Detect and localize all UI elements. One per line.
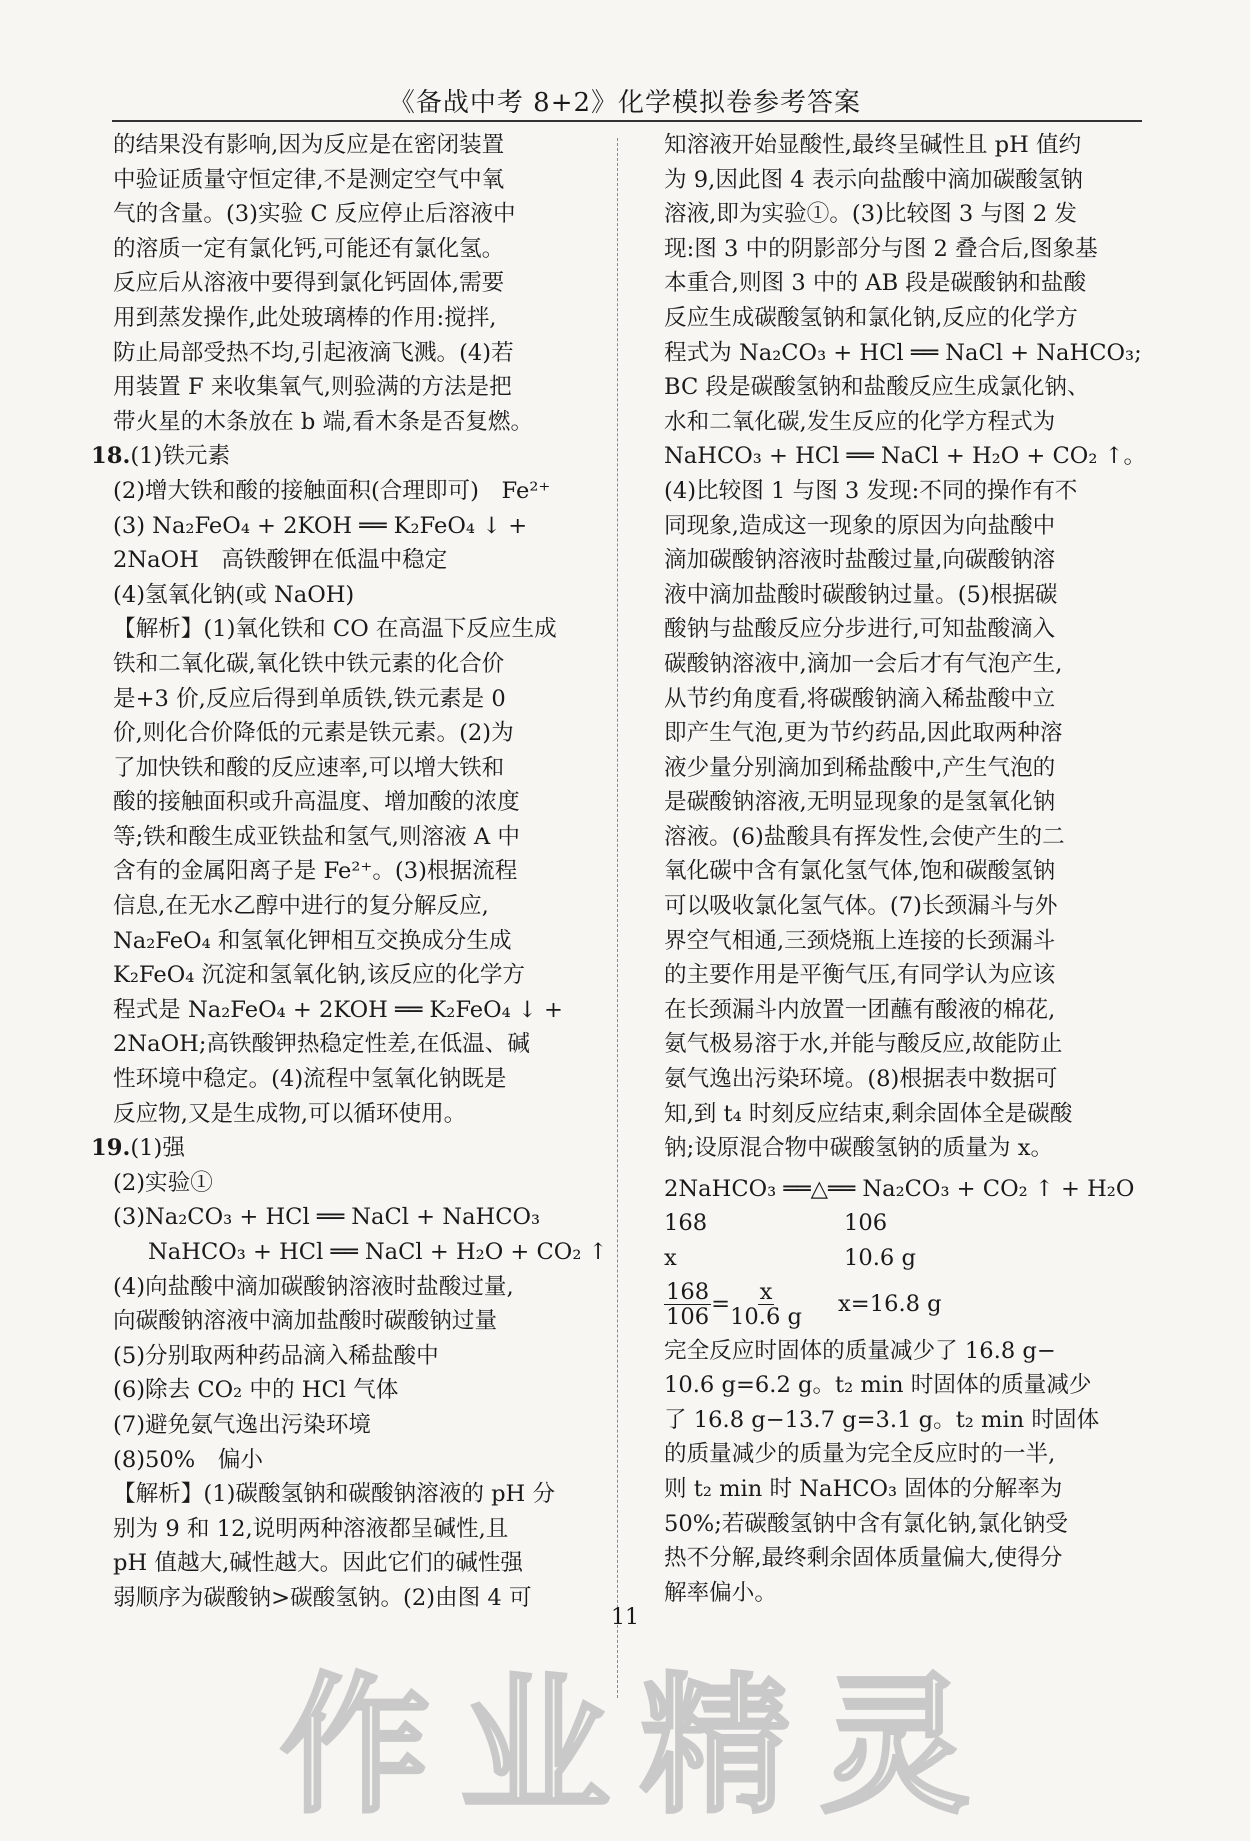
calc-right: 10.6 g	[844, 1245, 916, 1271]
line-text: 含有的金属阳离子是 Fe²⁺。(3)根据流程	[113, 858, 518, 885]
line-text: 程式是 Na₂FeO₄ + 2KOH ══ K₂FeO₄ ↓ +	[113, 996, 563, 1023]
tail-line: 解率偏小。	[664, 1579, 777, 1606]
fraction-right-numerator: x	[759, 1279, 773, 1306]
page-number: 11	[611, 1605, 639, 1630]
right-line: 钠;设原混合物中碳酸氢钠的质量为 x。	[664, 1135, 1054, 1162]
line-text: 弱顺序为碳酸钠>碳酸氢钠。(2)由图 4 可	[113, 1584, 532, 1611]
left-line	[113, 1166, 593, 1201]
fraction-left	[664, 1280, 711, 1329]
line-text: 2NaOH 高铁酸钾在低温中稳定	[113, 547, 448, 574]
line-text: 别为 9 和 12,说明两种溶液都呈碱性,且	[113, 1515, 509, 1542]
proportion-equation	[664, 1276, 1134, 1334]
left-column	[91, 128, 608, 1616]
line-text: 中验证质量守恒定律,不是测定空气中氧	[113, 166, 505, 193]
decomposition-equation: 2NaHCO₃ ══△══ Na₂CO₃ + CO₂ ↑ + H₂O	[664, 1175, 1135, 1202]
left-line	[113, 1546, 593, 1581]
line-text: (3)Na₂CO₃ + HCl ══ NaCl + NaHCO₃	[113, 1204, 541, 1231]
right-line: 氨气逸出污染环境。(8)根据表中数据可	[664, 1066, 1058, 1093]
tail-line: 则 t₂ min 时 NaHCO₃ 固体的分解率为	[664, 1475, 1063, 1502]
right-line: 知,到 t₄ 时刻反应结束,剩余固体全是碳酸	[664, 1100, 1073, 1127]
left-line	[113, 647, 593, 682]
tail-line: 50%;若碳酸氢钠中含有氯化钠,氯化钠受	[664, 1510, 1068, 1537]
line-text: (5)分别取两种药品滴入稀盐酸中	[113, 1342, 439, 1369]
line-text: NaHCO₃ + HCl ══ NaCl + H₂O + CO₂ ↑	[148, 1239, 608, 1265]
fraction-right-denominator: 10.6 g	[730, 1304, 803, 1331]
watermark-bottom: 作业精灵	[280, 1660, 1001, 1834]
line-text: 用到蒸发操作,此处玻璃棒的作用:搅拌,	[113, 304, 497, 331]
line-text: 向碳酸钠溶液中滴加盐酸时碳酸钠过量	[113, 1308, 498, 1335]
left-line	[113, 889, 593, 924]
left-line	[113, 1408, 593, 1443]
page-header: 《备战中考 8+2》化学模拟卷参考答案	[388, 88, 862, 118]
left-line	[113, 405, 593, 440]
calc-left: 168	[664, 1210, 708, 1237]
right-line: 氧化碳中含有氯化氢气体,饱和碳酸氢钠	[664, 858, 1056, 885]
line-text: 等;铁和酸生成亚铁盐和氢气,则溶液 A 中	[113, 823, 520, 850]
left-line	[113, 578, 593, 613]
right-line: 即产生气泡,更为节约药品,因此取两种溶	[664, 720, 1063, 747]
left-line	[113, 958, 593, 993]
line-text: Na₂FeO₄ 和氢氧化钾相互交换成分生成	[113, 927, 512, 954]
right-line: 滴加碳酸钠溶液时盐酸过量,向碳酸钠溶	[664, 547, 1056, 574]
right-line: 为 9,因此图 4 表示向盐酸中滴加碳酸氢钠	[664, 166, 1083, 193]
line-text: (4)氢氧化钠(或 NaOH)	[113, 581, 355, 608]
fraction-right	[730, 1280, 802, 1329]
right-line: 的主要作用是平衡气压,有同学认为应该	[664, 962, 1056, 989]
right-line: 现:图 3 中的阴影部分与图 2 叠合后,图象基	[664, 235, 1098, 262]
right-line: 液少量分别滴加到稀盐酸中,产生气泡的	[664, 754, 1056, 781]
right-line: 在长颈漏斗内放置一团蘸有酸液的棉花,	[664, 996, 1056, 1023]
fraction-left-denominator: 106	[666, 1304, 710, 1331]
column-divider	[617, 138, 618, 1698]
left-line	[113, 612, 593, 647]
left-line	[113, 128, 593, 163]
line-text: 反应物,又是生成物,可以循环使用。	[113, 1100, 467, 1127]
right-line: 溶液。(6)盐酸具有挥发性,会使产生的二	[664, 823, 1065, 850]
calc-row	[664, 1206, 1134, 1241]
equals-sign: =	[711, 1291, 731, 1318]
right-line: 知溶液开始显酸性,最终呈碱性且 pH 值约	[664, 132, 1082, 158]
left-line	[113, 370, 593, 405]
calc-row	[664, 1241, 1134, 1276]
tail-line: 的质量减少的质量为完全反应时的一半,	[664, 1441, 1056, 1468]
left-line	[113, 1200, 593, 1235]
line-text: (2)实验①	[113, 1169, 213, 1196]
calc-left: x	[664, 1245, 677, 1271]
right-column	[664, 128, 1147, 1610]
line-text: 气的含量。(3)实验 C 反应停止后溶液中	[113, 201, 516, 228]
left-line	[113, 1270, 593, 1305]
right-line: 液中滴加盐酸时碳酸钠过量。(5)根据碳	[664, 581, 1058, 608]
left-line	[113, 163, 593, 198]
left-line	[113, 785, 593, 820]
right-line: 从节约角度看,将碳酸钠滴入稀盐酸中立	[664, 685, 1056, 712]
left-line	[113, 924, 593, 959]
line-text: 酸的接触面积或升高温度、增加酸的浓度	[113, 789, 520, 816]
line-text: (1)铁元素	[130, 443, 231, 470]
line-text: 【解析】(1)碳酸氢钠和碳酸钠溶液的 pH 分	[113, 1481, 556, 1508]
right-line: 碳酸钠溶液中,滴加一会后才有气泡产生,	[664, 650, 1063, 677]
left-line	[113, 716, 593, 751]
left-line	[113, 1304, 593, 1339]
left-line	[113, 1477, 593, 1512]
tail-line: 了 16.8 g−13.7 g=3.1 g。t₂ min 时固体	[664, 1406, 1100, 1433]
header-divider	[112, 120, 1142, 122]
left-line	[113, 682, 593, 717]
line-text: 反应后从溶液中要得到氯化钙固体,需要	[113, 270, 505, 297]
line-text: 了加快铁和酸的反应速率,可以增大铁和	[113, 754, 505, 781]
line-text: pH 值越大,碱性越大。因此它们的碱性强	[113, 1550, 524, 1577]
left-line	[113, 232, 593, 267]
right-line: 是碳酸钠溶液,无明显现象的是氢氧化钠	[664, 789, 1056, 816]
left-line	[113, 336, 593, 371]
tail-line: 热不分解,最终剩余固体质量偏大,使得分	[664, 1545, 1063, 1572]
line-text: 2NaOH;高铁酸钾热稳定性差,在低温、碱	[113, 1031, 530, 1058]
line-text: 带火星的木条放在 b 端,看木条是否复燃。	[113, 408, 534, 435]
left-line	[113, 993, 593, 1028]
left-line	[113, 1027, 593, 1062]
line-text: K₂FeO₄ 沉淀和氢氧化钠,该反应的化学方	[113, 962, 526, 989]
left-line	[113, 301, 593, 336]
right-line: 程式为 Na₂CO₃ + HCl ══ NaCl + NaHCO₃;	[664, 339, 1142, 366]
right-line: 水和二氧化碳,发生反应的化学方程式为	[664, 408, 1056, 435]
left-line	[113, 509, 593, 544]
left-line	[113, 1235, 608, 1270]
right-line: NaHCO₃ + HCl ══ NaCl + H₂O + CO₂ ↑。	[664, 443, 1147, 470]
line-text: 的溶质一定有氯化钙,可能还有氯化氢。	[113, 235, 505, 262]
left-line	[113, 1339, 593, 1374]
line-text: (3) Na₂FeO₄ + 2KOH ══ K₂FeO₄ ↓ +	[113, 512, 528, 539]
question-number: 18.	[91, 443, 131, 470]
left-line	[113, 1062, 593, 1097]
left-line	[91, 1131, 593, 1166]
line-text: 价,则化合价降低的元素是铁元素。(2)为	[113, 720, 514, 747]
left-line	[113, 197, 593, 232]
left-line	[113, 820, 593, 855]
line-text: (2)增大铁和酸的接触面积(合理即可) Fe²⁺	[113, 477, 551, 504]
right-line: 界空气相通,三颈烧瓶上连接的长颈漏斗	[664, 927, 1056, 954]
right-line: 反应生成碳酸氢钠和氯化钠,反应的化学方	[664, 304, 1078, 331]
line-text: 用装置 F 来收集氧气,则验满的方法是把	[113, 374, 512, 401]
question-number: 19.	[91, 1135, 131, 1162]
left-line	[113, 751, 593, 786]
right-line: 可以吸收氯化氢气体。(7)长颈漏斗与外	[664, 893, 1058, 920]
right-line: (4)比较图 1 与图 3 发现:不同的操作有不	[664, 477, 1078, 504]
left-line	[113, 1097, 593, 1132]
line-text: 信息,在无水乙醇中进行的复分解反应,	[113, 893, 489, 920]
left-line	[113, 1443, 593, 1478]
line-text: (1)强	[130, 1135, 185, 1162]
line-text: 铁和二氧化碳,氧化铁中铁元素的化合价	[113, 650, 505, 677]
left-line	[113, 266, 593, 301]
line-text: (8)50% 偏小	[113, 1446, 264, 1473]
left-line	[113, 1512, 593, 1547]
left-line	[91, 439, 593, 474]
right-line: BC 段是碳酸氢钠和盐酸反应生成氯化钠、	[664, 374, 1090, 401]
tail-line: 完全反应时固体的质量减少了 16.8 g−	[664, 1337, 1056, 1364]
right-line: 酸钠与盐酸反应分步进行,可知盐酸滴入	[664, 616, 1056, 643]
calc-right: 106	[844, 1210, 888, 1237]
line-text: 是+3 价,反应后得到单质铁,铁元素是 0	[113, 685, 506, 712]
left-line	[113, 1373, 593, 1408]
line-text: 【解析】(1)氧化铁和 CO 在高温下反应生成	[113, 616, 557, 643]
right-line: 氨气极易溶于水,并能与酸反应,故能防止	[664, 1031, 1063, 1058]
line-text: (4)向盐酸中滴加碳酸钠溶液时盐酸过量,	[113, 1273, 514, 1300]
line-text: 防止局部受热不均,引起液滴飞溅。(4)若	[113, 339, 514, 366]
right-line: 溶液,即为实验①。(3)比较图 3 与图 2 发	[664, 201, 1077, 228]
right-line: 同现象,造成这一现象的原因为向盐酸中	[664, 512, 1056, 539]
left-line	[113, 474, 593, 509]
line-text: (6)除去 CO₂ 中的 HCl 气体	[113, 1377, 399, 1404]
left-line	[113, 854, 593, 889]
fraction-left-numerator: 168	[666, 1279, 710, 1306]
tail-line: 10.6 g=6.2 g。t₂ min 时固体的质量减少	[664, 1372, 1092, 1399]
line-text: 性环境中稳定。(4)流程中氢氧化钠既是	[113, 1066, 507, 1093]
line-text: 的结果没有影响,因为反应是在密闭装置	[113, 132, 505, 158]
fraction-result: x=16.8 g	[838, 1291, 942, 1318]
left-line	[113, 543, 593, 578]
right-line: 本重合,则图 3 中的 AB 段是碳酸钠和盐酸	[664, 270, 1087, 297]
line-text: (7)避免氨气逸出污染环境	[113, 1411, 371, 1438]
